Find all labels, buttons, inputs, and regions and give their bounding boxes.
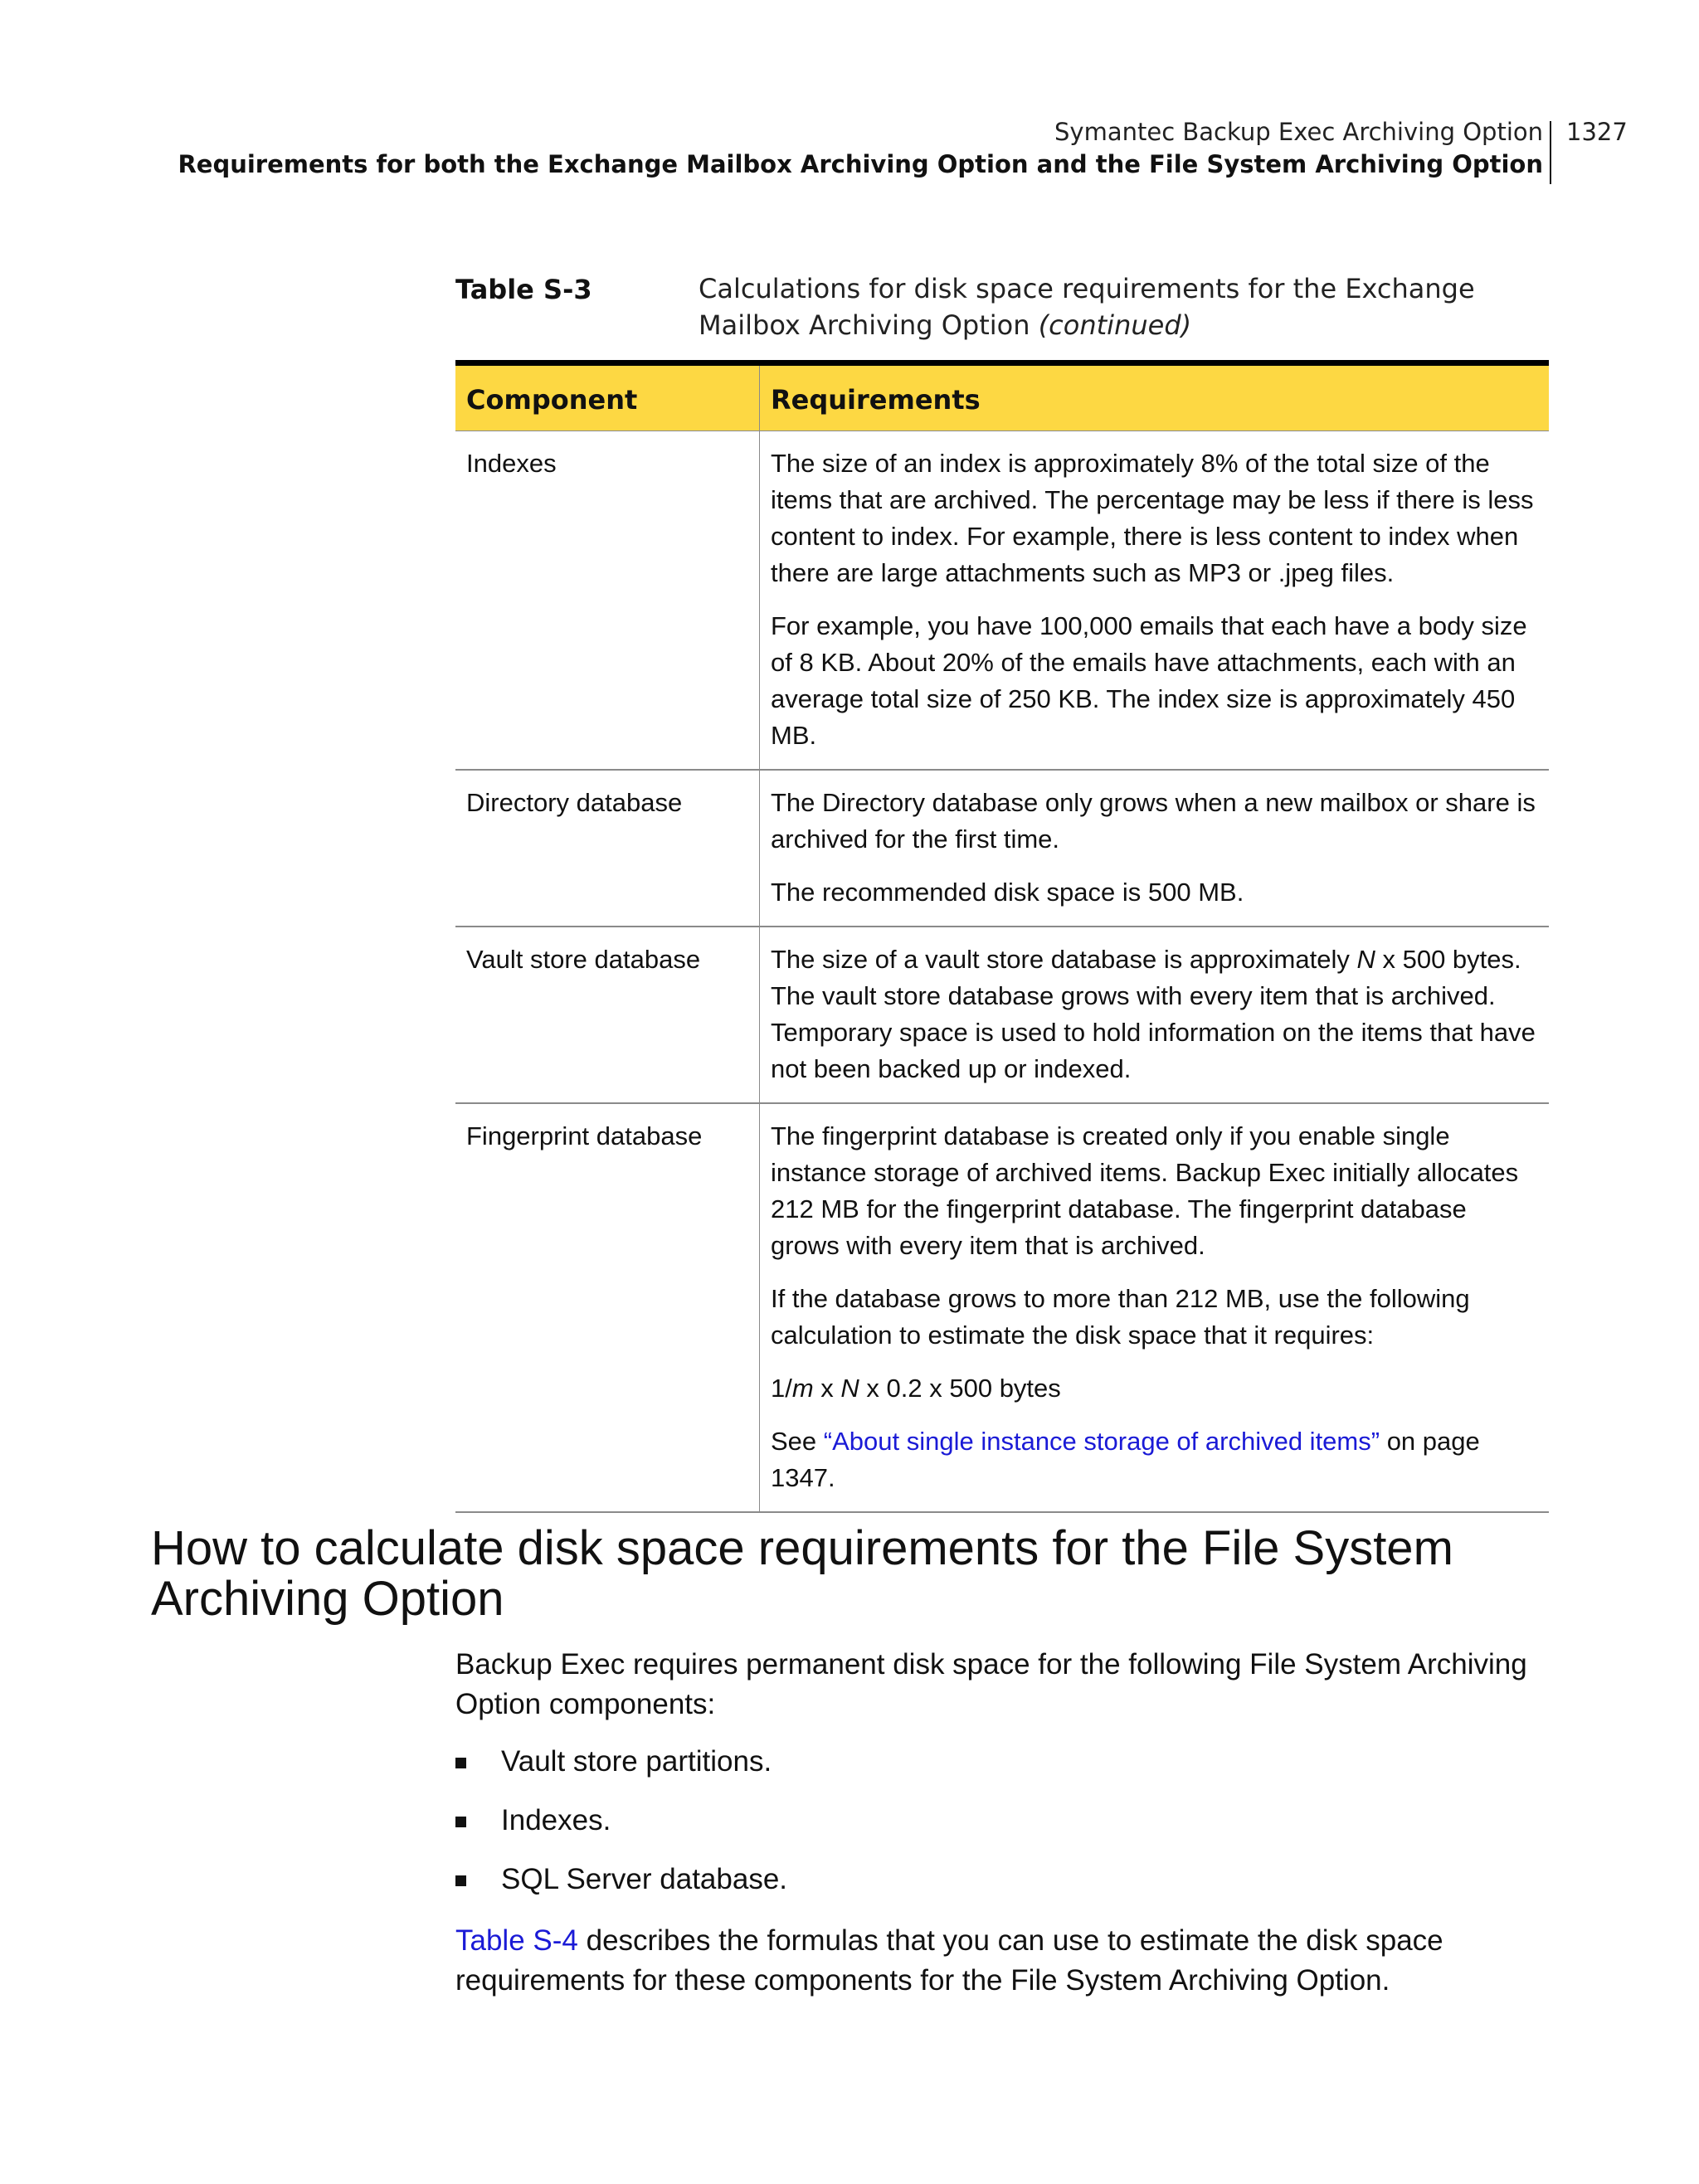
component-cell: Vault store database bbox=[455, 927, 760, 1103]
formula-part: 1/ bbox=[771, 1374, 792, 1403]
variable-m: m bbox=[791, 1374, 814, 1403]
requirements-paragraph: The Directory database only grows when a new mailbox or share is archived for the first time. bbox=[771, 788, 1536, 854]
bullet-icon bbox=[455, 1817, 466, 1827]
see-suffix: on page 1347. bbox=[771, 1427, 1480, 1492]
page-number: 1327 bbox=[1566, 118, 1628, 146]
section-intro: Backup Exec requires permanent disk space for the following File System Archiving Option components: bbox=[455, 1648, 1527, 1720]
component-cell: Fingerprint database bbox=[455, 1103, 760, 1512]
column-header-component: Component bbox=[455, 363, 760, 431]
bullet-icon bbox=[455, 1758, 466, 1768]
requirements-paragraph: If the database grows to more than 212 MB, use the following calculation to estimate the disk space that it requires: bbox=[771, 1284, 1470, 1350]
requirements-cell bbox=[760, 927, 1550, 1103]
formula-part: x 0.2 x 500 bytes bbox=[859, 1374, 1061, 1403]
variable-n: N bbox=[840, 1374, 859, 1403]
requirements-paragraph: The size of an index is approximately 8% of the total size of the items that are archived. The percentage may be less if there is less content to index. For example, there is less content to index when there are large attachments such as MP3 or .jpeg files. bbox=[771, 449, 1534, 587]
table-row bbox=[455, 770, 1549, 927]
component-list bbox=[455, 1742, 787, 1919]
list-item-text: Vault store partitions. bbox=[501, 1745, 772, 1778]
list-item bbox=[455, 1801, 787, 1841]
table-caption-suffix: (continued) bbox=[1038, 309, 1192, 341]
header-divider bbox=[1550, 121, 1551, 184]
requirements-cell bbox=[760, 770, 1550, 927]
requirements-paragraph: For example, you have 100,000 emails that each have a body size of 8 KB. About 20% of the emails have attachments, each with an average total size of 250 KB. The index size is approximately 450 MB. bbox=[771, 611, 1527, 750]
requirements-cell bbox=[760, 1103, 1550, 1512]
requirements-paragraph: The fingerprint database is created only if you enable single instance storage of archived items. Backup Exec initially allocates 212 MB for the fingerprint database. The fingerprint database grows with every item that is archived. bbox=[771, 1121, 1519, 1260]
component-cell: Directory database bbox=[455, 770, 760, 927]
list-item bbox=[455, 1860, 787, 1899]
header-section-title: Requirements for both the Exchange Mailbox Archiving Option and the File System Archiving Option bbox=[178, 150, 1543, 178]
running-header bbox=[178, 116, 1543, 181]
outro-text: describes the formulas that you can use to estimate the disk space requirements for these components for the File System Archiving Option. bbox=[455, 1924, 1443, 1997]
column-header-requirements: Requirements bbox=[760, 363, 1550, 431]
list-item bbox=[455, 1742, 787, 1782]
table-caption-label: Table S-3 bbox=[455, 274, 592, 305]
table-row bbox=[455, 927, 1549, 1103]
header-chapter-title: Symantec Backup Exec Archiving Option bbox=[1054, 118, 1543, 146]
bullet-icon bbox=[455, 1875, 466, 1886]
table-s4-link[interactable]: Table S-4 bbox=[455, 1924, 578, 1957]
requirements-paragraph: The recommended disk space is 500 MB. bbox=[771, 878, 1244, 907]
formula-part: x bbox=[813, 1374, 841, 1403]
text-span: x 500 bytes. The vault store database grows with every item that is archived. Temporary space is used to hold information on the items that have not been backed up or indexed. bbox=[771, 945, 1536, 1083]
variable-n: N bbox=[1356, 945, 1375, 974]
list-item-text: Indexes. bbox=[501, 1804, 611, 1836]
requirements-table bbox=[455, 360, 1549, 1513]
table-header-row bbox=[455, 363, 1549, 431]
component-cell: Indexes bbox=[455, 431, 760, 771]
table-caption-title-text: Calculations for disk space requirements for the Exchange Mailbox Archiving Option bbox=[699, 273, 1475, 341]
see-also bbox=[771, 1423, 1539, 1496]
list-item-text: SQL Server database. bbox=[501, 1863, 788, 1895]
table-row bbox=[455, 431, 1549, 771]
table-row bbox=[455, 1103, 1549, 1512]
section-outro bbox=[455, 1921, 1559, 2001]
table-caption-title bbox=[699, 270, 1553, 343]
see-prefix: See bbox=[771, 1427, 824, 1456]
requirements-cell bbox=[760, 431, 1550, 771]
section-heading: How to calculate disk space requirements for the File System Archiving Option bbox=[151, 1521, 1453, 1626]
requirements-paragraph bbox=[771, 941, 1539, 1087]
single-instance-storage-link[interactable]: “About single instance storage of archived items” bbox=[823, 1427, 1380, 1456]
text-span: The size of a vault store database is approximately bbox=[771, 945, 1357, 974]
formula bbox=[771, 1370, 1539, 1407]
